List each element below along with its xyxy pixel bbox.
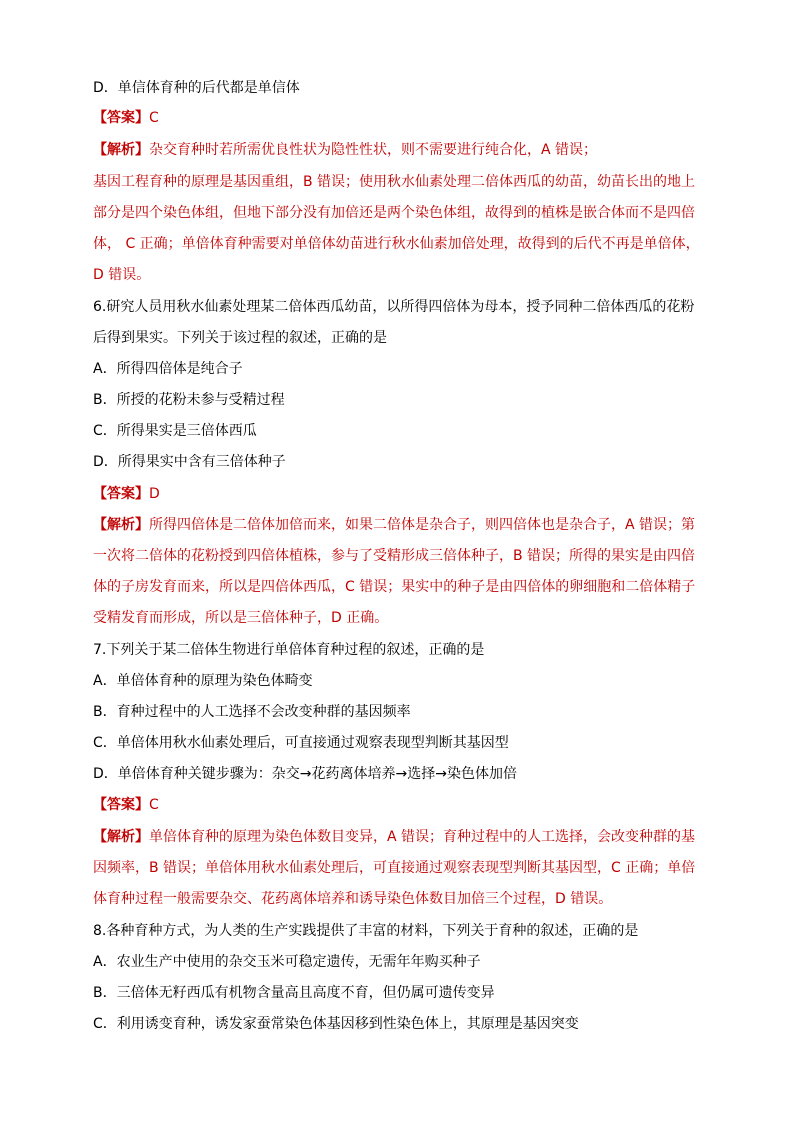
- prev-answer-tag: 【答案】: [93, 110, 149, 126]
- q8-stem-line-1: 8.各种育种方式，为人类的生产实践提供了丰富的材料，下列关于育种的叙述，正确的是: [93, 923, 639, 939]
- prev-analysis-line-1: [93, 140, 705, 160]
- q7-analysis-tag: 【解析】: [93, 829, 149, 845]
- q6-option-c: C．所得果实是三倍体西瓜: [93, 423, 257, 439]
- q6-option-a: A．所得四倍体是纯合子: [93, 361, 243, 377]
- q6-answer-tag: 【答案】: [93, 486, 149, 502]
- q7-stem-line-1: 7.下列关于某二倍体生物进行单倍体育种过程的叙述，正确的是: [93, 642, 485, 658]
- q7-answer-value: C: [149, 797, 159, 813]
- q8-option-b: B．三倍体无籽西瓜有机物含量高且高度不育，但仍属可遗传变异: [93, 985, 495, 1001]
- q6-analysis-line-2: 一次将二倍体的花粉授到四倍体植株，参与了受精形成三倍体种子，B 错误；所得的果实是由四倍: [93, 548, 696, 564]
- prev-analysis-tag: 【解析】: [93, 142, 149, 158]
- q6-analysis-line-3: 体的子房发育而来，所以是四倍体西瓜，C 错误；果实中的种子是由四倍体的卵细胞和二倍体精子: [93, 579, 696, 595]
- prev-analysis-line-2: 基因工程育种的原理是基因重组，B 错误；使用秋水仙素处理二倍体西瓜的幼苗，幼苗长出的地上: [93, 174, 696, 190]
- q6-analysis-text: 所得四倍体是二倍体加倍而来，如果二倍体是杂合子，则四倍体也是杂合子，A 错误；第: [149, 517, 696, 533]
- q7-answer-line: [93, 795, 705, 815]
- q6-stem-line-2: 后得到果实。下列关于该过程的叙述，正确的是: [93, 330, 387, 346]
- q7-answer-tag: 【答案】: [93, 797, 149, 813]
- q6-stem-line-1: 6.研究人员用秋水仙素处理某二倍体西瓜幼苗，以所得四倍体为母本，授予同种二倍体西瓜的花粉: [93, 299, 695, 315]
- q7-option-a: A．单倍体育种的原理为染色体畸变: [93, 673, 313, 689]
- prev-option-d: D．单信体育种的后代都是单信体: [93, 80, 300, 96]
- q7-analysis-line-1: [93, 827, 705, 847]
- prev-analysis-line-5: D 错误。: [93, 267, 151, 283]
- q7-analysis-text: 单倍体育种的原理为染色体数目变异，A 错误；育种过程中的人工选择，会改变种群的基: [149, 829, 696, 845]
- prev-answer-line: [93, 108, 705, 128]
- q6-option-b: B．所授的花粉未参与受精过程: [93, 392, 285, 408]
- prev-analysis-line-3: 部分是四个染色体组，但地下部分没有加倍还是两个染色体组，故得到的植株是嵌合体而不是四倍: [93, 205, 695, 221]
- prev-analysis-text: 杂交育种时若所需优良性状为隐性性状，则不需要进行纯合化，A 错误；: [149, 142, 598, 158]
- q6-analysis-line-4: 受精发育而形成，所以是三倍体种子，D 正确。: [93, 610, 389, 626]
- q6-analysis-tag: 【解析】: [93, 517, 149, 533]
- q8-option-c: C．利用诱变育种，诱发家蚕常染色体基因移到性染色体上，其原理是基因突变: [93, 1016, 579, 1032]
- prev-analysis-line-4: 体， C 正确；单倍体育种需要对单倍体幼苗进行秋水仙素加倍处理，故得到的后代不再是单倍体，: [93, 236, 700, 252]
- q6-option-d: D．所得果实中含有三倍体种子: [93, 454, 286, 470]
- prev-answer-value: C: [149, 110, 159, 126]
- q7-option-d: D．单倍体育种关键步骤为：杂交→花药离体培养→选择→染色体加倍: [93, 766, 517, 782]
- q7-analysis-line-3: 体育种过程一般需要杂交、花药离体培养和诱导染色体数目加倍三个过程，D 错误。: [93, 891, 613, 907]
- q6-answer-line: [93, 484, 705, 504]
- q6-analysis-line-1: [93, 515, 705, 535]
- q7-option-b: B．育种过程中的人工选择不会改变种群的基因频率: [93, 704, 411, 720]
- q7-option-c: C．单倍体用秋水仙素处理后，可直接通过观察表现型判断其基因型: [93, 735, 509, 751]
- q8-option-a: A．农业生产中使用的杂交玉米可稳定遗传，无需年年购买种子: [93, 954, 481, 970]
- q6-answer-value: D: [149, 486, 160, 502]
- q7-analysis-line-2: 因频率，B 错误；单倍体用秋水仙素处理后，可直接通过观察表现型判断其基因型，C 正确；单倍: [93, 860, 696, 876]
